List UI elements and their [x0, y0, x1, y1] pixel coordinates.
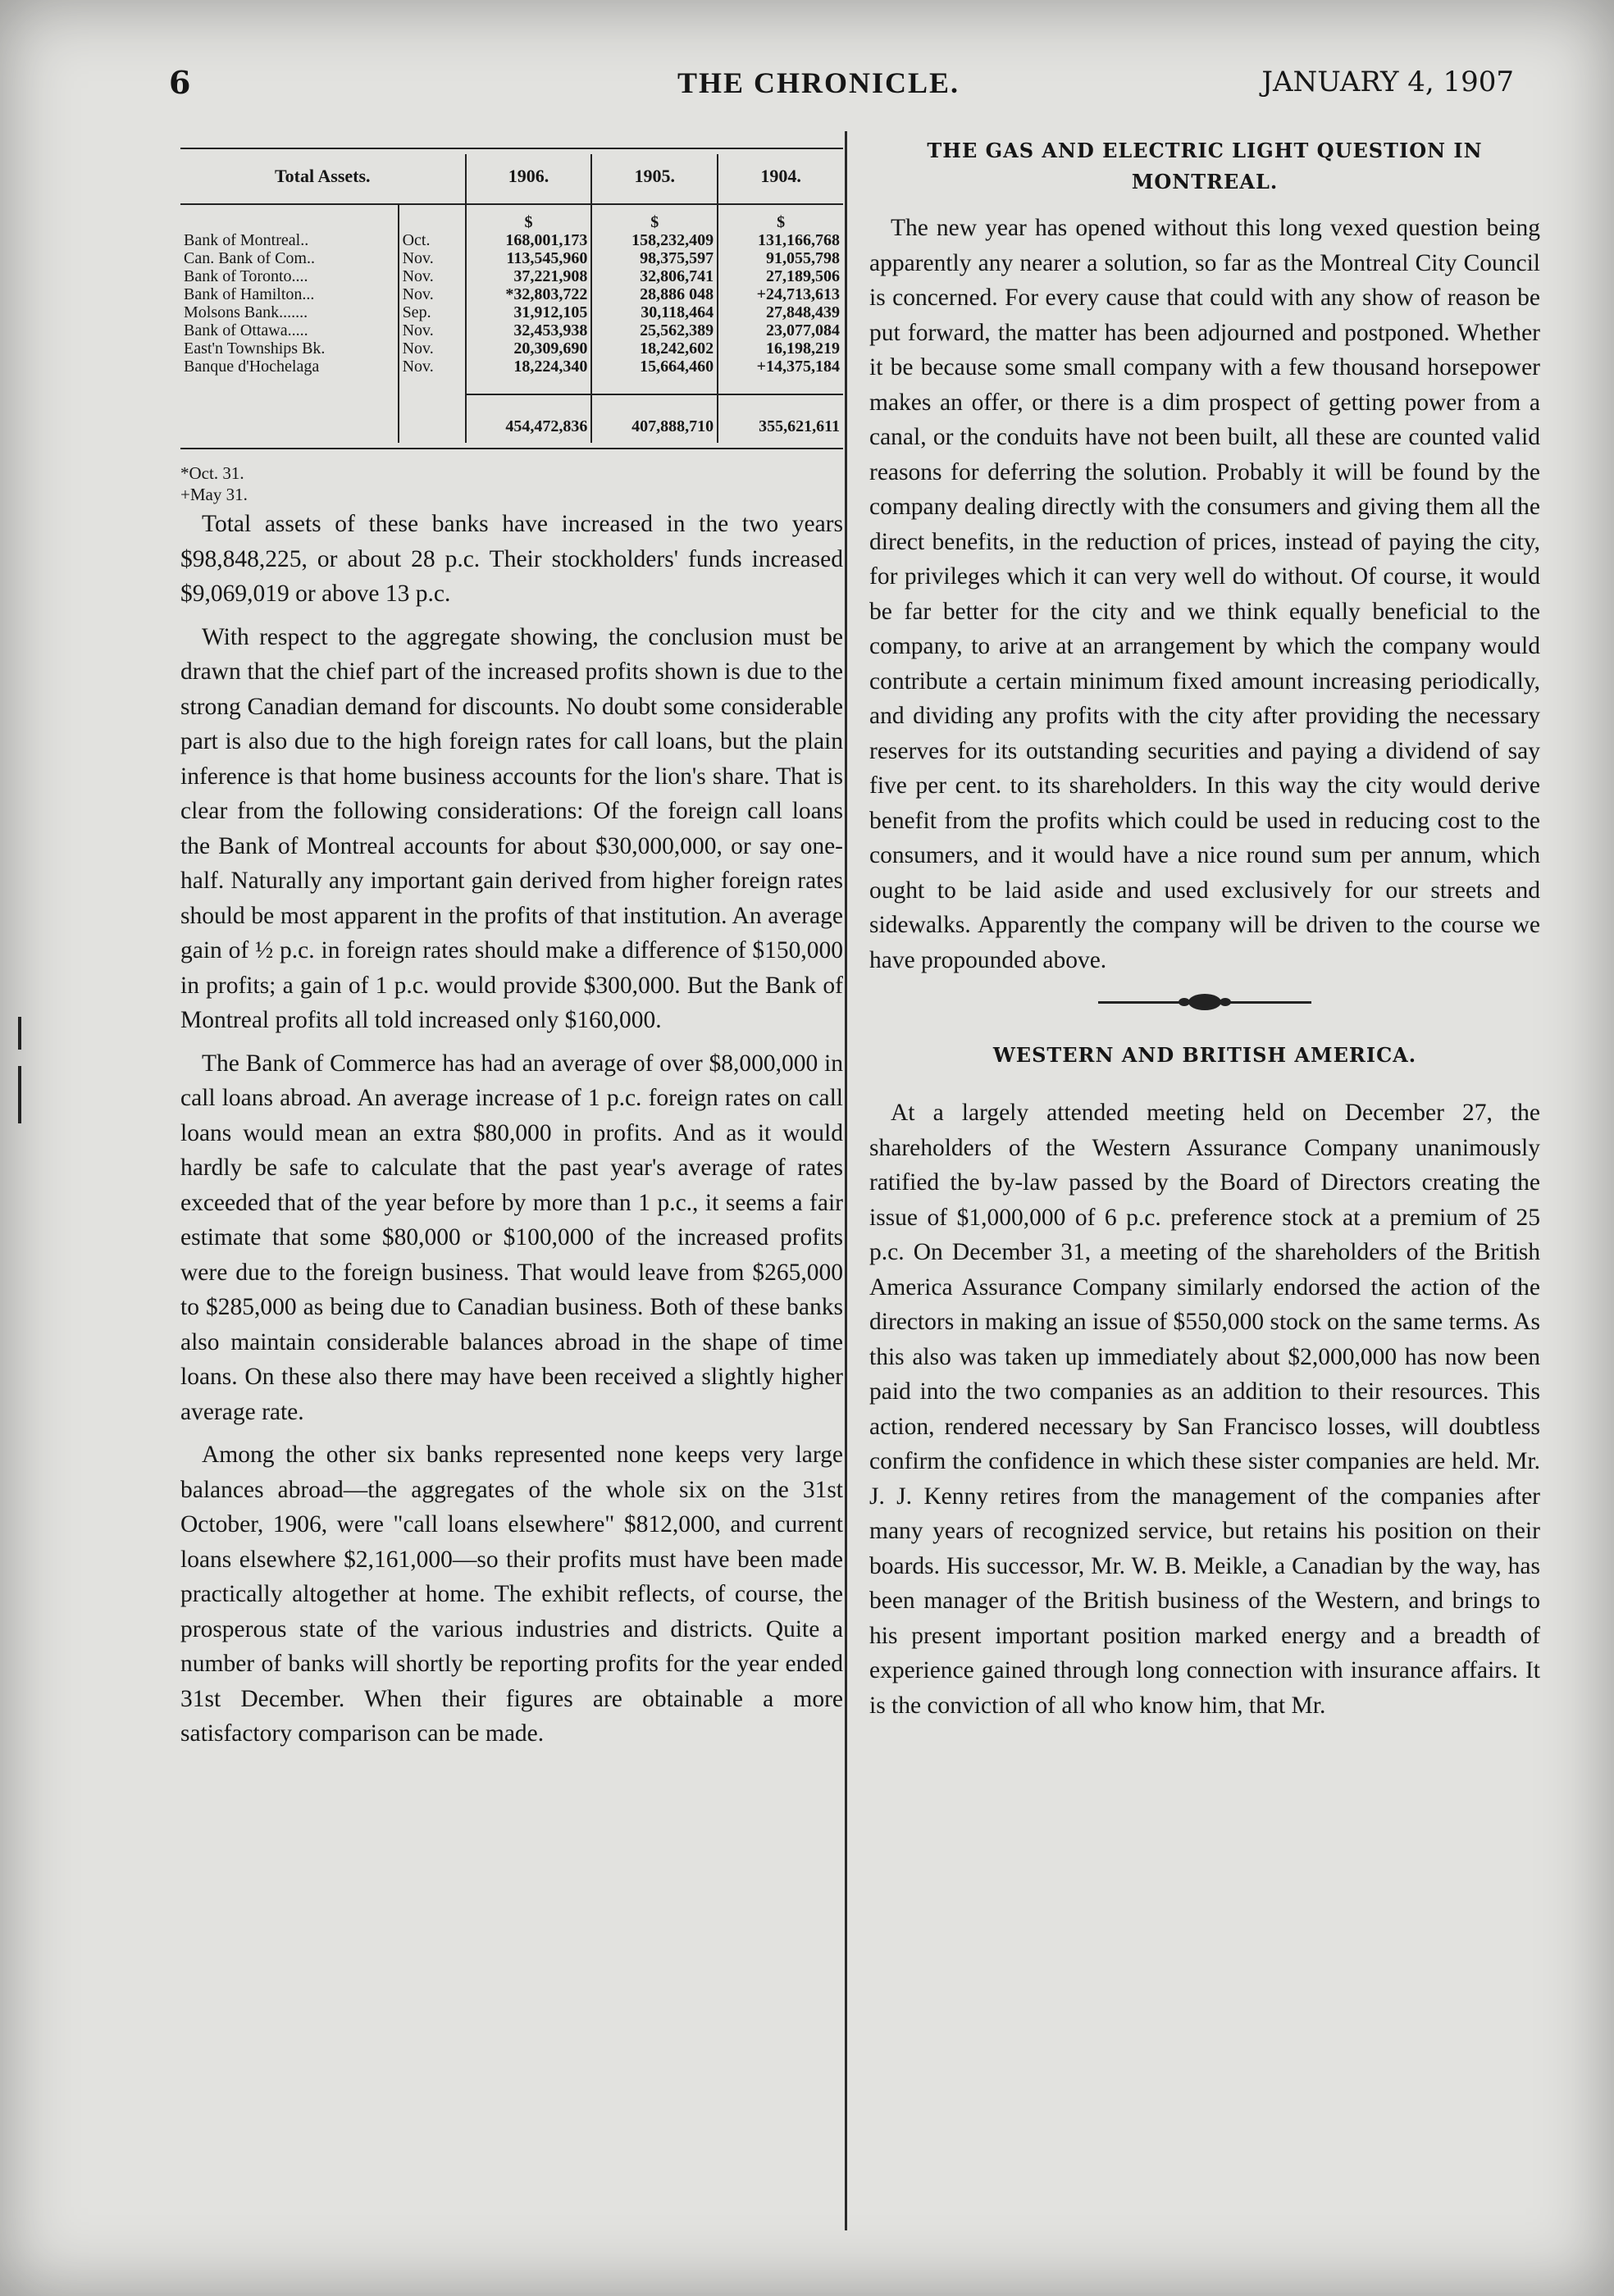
table-row	[180, 267, 843, 285]
currency-symbol: $	[718, 204, 843, 231]
table-row	[180, 285, 843, 303]
value-1906: 168,001,173	[466, 231, 592, 249]
report-month: Oct.	[399, 231, 466, 249]
total-assets-table	[180, 154, 843, 443]
value-1906: 113,545,960	[466, 249, 592, 267]
currency-symbol: $	[466, 204, 592, 231]
column-header-1905: 1905.	[591, 154, 718, 204]
paragraph: Total assets of these banks have increased in the two years $98,848,225, or about 28 p.c. Their stockholders' funds increased $9,069,019 or above 13 p.c.	[180, 511, 843, 607]
margin-mark	[18, 1017, 21, 1050]
ornament-line	[1229, 1001, 1311, 1004]
ornament-center	[1188, 994, 1221, 1010]
bank-name: East'n Townships Bk.	[184, 339, 326, 358]
value-1905: 158,232,409	[591, 231, 718, 249]
paragraph: The new year has opened without this long vexed question being apparently any nearer a solution, so far as the Montreal City Council is concerned. For every cause that could with any show of reason be put forward, the matter has been adjourned and postponed. Whether it be because some small company with a few thousand horsepower makes an offer, or there is a dim prospect of getting power from a canal, or the conduits have not been built, all these are counted valid reasons for deferring the solution. Probably it will be found by the company dealing directly with the consumers and giving them all the direct benefits, in the reduction of prices, instead of paying the city, for privileges which it can very well do without. Of course, it would be far better for the city and we think equally beneficial to the company, to arive at an arrangement by which the company would contribute a certain minimum fixed amount increasing periodically, and dividing any profits with the city after providing the necessary reserves for its outstanding securities and paying a dividend of say five per cent. to its shareholders. In this way the city would derive benefit from the profits which could be used in reducing cost to the consumers, and it would have a nice round sum per annum, which ought to be laid aside and used exclusively for our streets and sidewalks. Apparently the company will be driven to the course we have propounded above.	[869, 215, 1540, 973]
total-1904: 355,621,611	[718, 394, 843, 443]
publication-title: THE CHRONICLE.	[677, 66, 960, 99]
value-1906: 37,221,908	[466, 267, 592, 285]
paragraph: At a largely attended meeting held on December 27, the shareholders of the Western Assurance Company unanimously ratified the by-law passed by the Board of Directors creating the issue of $1,000,000 of 6 p.c. preference stock at a premium of 25 p.c. On December 31, a meeting of the shareholders of the British America Assurance Company similarly endorsed the action of the directors in making an issue of $550,000 stock on the same terms. As this also was taken up immediately about $2,000,000 has now been paid into the two companies as an addition to their resources. This action, rendered necessary by San Francisco losses, will doubtless confirm the confidence in which these sister companies are held. Mr. J. J. Kenny retires from the management of the companies after many years of recognized service, but retains his position on their boards. His successor, Mr. W. B. Meikle, a Canadian by the way, has been manager of the British business of the Western, and brings to his present important position marked energy and a breadth of experience gained through long connection with insurance affairs. It is the conviction of all who know him, that Mr.	[869, 1100, 1540, 1719]
report-month: Nov.	[399, 339, 466, 358]
footnote: +May 31.	[180, 485, 248, 504]
value-1905: 18,242,602	[591, 339, 718, 358]
bank-name: Can. Bank of Com..	[184, 249, 315, 267]
left-column	[180, 148, 843, 1752]
report-month: Sep.	[399, 303, 466, 321]
currency-row	[180, 204, 843, 231]
value-1904: 27,189,506	[718, 267, 843, 285]
value-1906: 20,309,690	[466, 339, 592, 358]
value-1906: 32,453,938	[466, 321, 592, 339]
margin-mark	[18, 1066, 21, 1123]
value-1906: *32,803,722	[466, 285, 592, 303]
table-row	[180, 321, 843, 339]
table-row	[180, 358, 843, 376]
bank-name: Bank of Montreal..	[184, 231, 309, 249]
column-header-1904: 1904.	[718, 154, 843, 204]
value-1905: 25,562,389	[591, 321, 718, 339]
report-month: Nov.	[399, 321, 466, 339]
footnote: *Oct. 31.	[180, 463, 244, 483]
value-1904: 91,055,798	[718, 249, 843, 267]
article-heading-gas-electric: THE GAS AND ELECTRIC LIGHT QUESTION IN MONTREAL.	[927, 139, 1483, 194]
value-1905: 15,664,460	[591, 358, 718, 376]
page-number: 6	[169, 64, 191, 101]
bank-name: Bank of Toronto....	[184, 267, 308, 285]
paragraph: The Bank of Commerce has had an average of over $8,000,000 in call loans abroad. An average increase of 1 p.c. foreign rates on call loans would mean an extra $80,000 in profits. And as it would hardly be safe to calculate that the past year's average of rates exceeded that of the year before by more than 1 p.c., it seems a fair estimate that some $80,000 or $100,000 of the increased profits were due to the foreign business. That would leave from $265,000 to $285,000 as being due to Canadian business. Both of these banks also maintain considerable balances abroad in the shape of time loans. On these also there may have been received a slightly higher average rate.	[180, 1050, 843, 1425]
section-ornament	[1098, 992, 1311, 1012]
paragraph: With respect to the aggregate showing, the conclusion must be drawn that the chief part of the increased profits shown is due to the strong Canadian demand for discounts. No doubt some considerable part is also due to the high foreign rates for call loans, but the plain inference is that home business accounts for the lion's share. That is clear from the following considerations: Of the foreign call loans the Bank of Montreal accounts for about $30,000,000, or say one-half. Naturally any important gain derived from higher foreign rates should be most apparent in the profits of that institution. An average gain of ½ p.c. in foreign rates should make a difference of $150,000 in profits; a gain of 1 p.c. would provide $300,000. But the Bank of Montreal profits all told increased only $160,000.	[180, 623, 843, 1033]
total-1906: 454,472,836	[466, 394, 592, 443]
value-1904: 23,077,084	[718, 321, 843, 339]
bank-name: Bank of Hamilton...	[184, 285, 315, 303]
report-month: Nov.	[399, 358, 466, 376]
value-1905: 98,375,597	[591, 249, 718, 267]
value-1904: 27,848,439	[718, 303, 843, 321]
value-1904: +24,713,613	[718, 285, 843, 303]
total-1905: 407,888,710	[591, 394, 718, 443]
value-1905: 30,118,464	[591, 303, 718, 321]
page-header	[169, 64, 1514, 113]
value-1906: 18,224,340	[466, 358, 592, 376]
column-header-1906: 1906.	[466, 154, 592, 204]
totals-row	[180, 394, 843, 443]
table-footnotes	[180, 462, 843, 505]
value-1904: 131,166,768	[718, 231, 843, 249]
bank-name: Molsons Bank.......	[184, 303, 308, 321]
table-row	[180, 231, 843, 249]
table-row	[180, 339, 843, 358]
report-month: Nov.	[399, 267, 466, 285]
table-title: Total Assets.	[180, 154, 466, 204]
right-column	[869, 135, 1540, 1723]
bank-name: Bank of Ottawa.....	[184, 321, 308, 339]
report-month: Nov.	[399, 285, 466, 303]
column-divider	[845, 131, 847, 2230]
bank-name: Banque d'Hochelaga	[184, 358, 320, 376]
article-heading-western-british: WESTERN AND BRITISH AMERICA.	[992, 1043, 1417, 1067]
value-1904: 16,198,219	[718, 339, 843, 358]
table-row	[180, 303, 843, 321]
report-month: Nov.	[399, 249, 466, 267]
value-1904: +14,375,184	[718, 358, 843, 376]
ornament-line	[1098, 1001, 1180, 1004]
table-header-row	[180, 154, 843, 204]
margin-marks	[18, 1017, 23, 1123]
issue-date: JANUARY 4, 1907	[1261, 66, 1514, 98]
paragraph: Among the other six banks represented none keeps very large balances abroad—the aggregates of the whole six on the 31st October, 1906, were "call loans elsewhere" $812,000, and current loans elsewhere $2,161,000—so their profits must have been made practically altogether at home. The exhibit reflects, of course, the prosperous state of the various industries and districts. Quite a number of banks will shortly be reporting profits for the year ended 31st December. When their figures are obtainable a more satisfactory comparison can be made.	[180, 1442, 843, 1747]
table-bottom-rule	[180, 448, 843, 449]
value-1905: 32,806,741	[591, 267, 718, 285]
table-row	[180, 249, 843, 267]
currency-symbol: $	[591, 204, 718, 231]
value-1905: 28,886 048	[591, 285, 718, 303]
table-top-rule	[180, 148, 843, 149]
value-1906: 31,912,105	[466, 303, 592, 321]
